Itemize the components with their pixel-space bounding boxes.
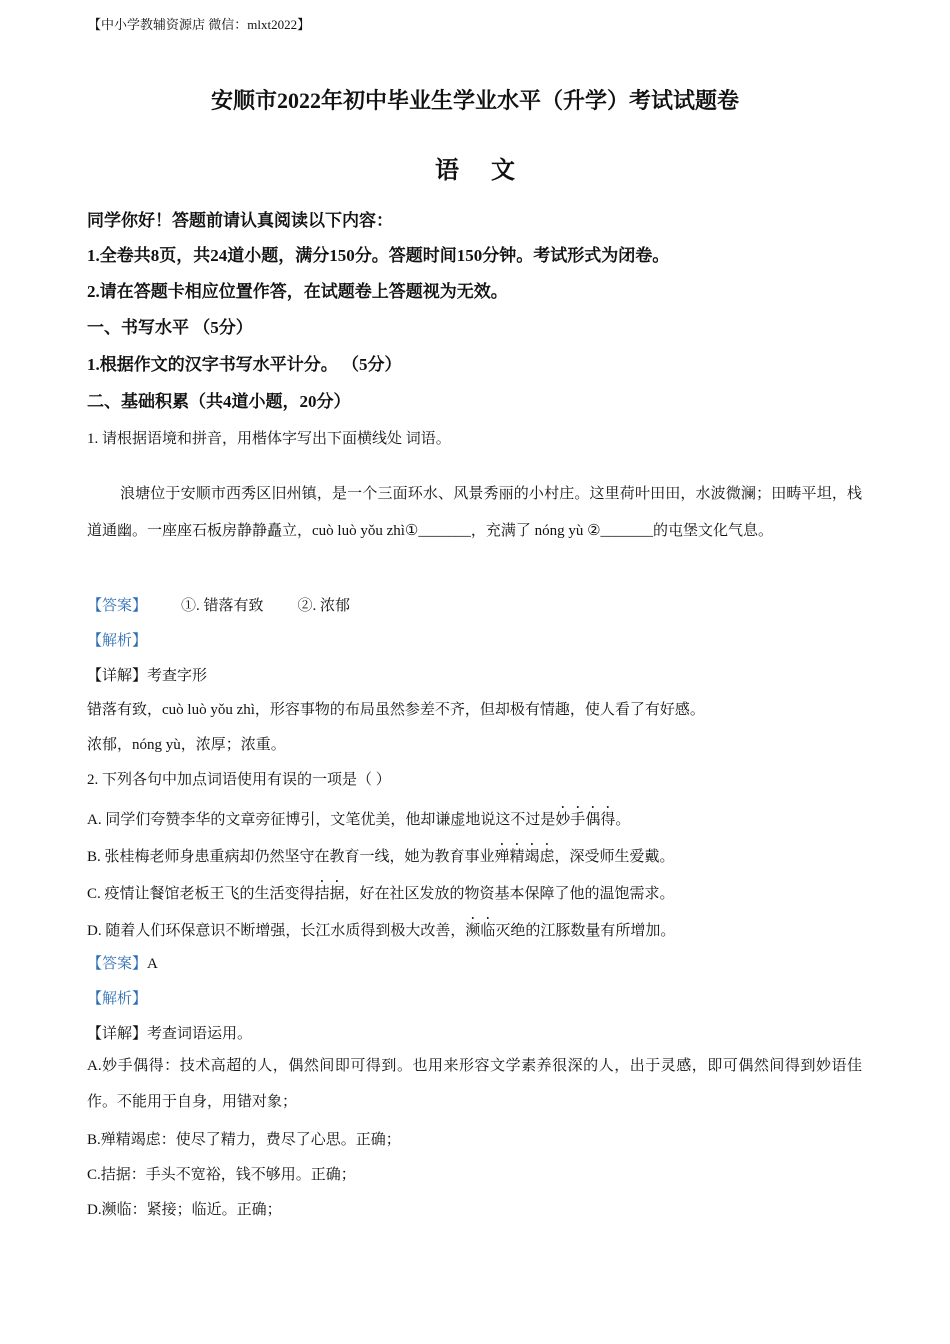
option-d-tail: 灭绝的江豚数量有所增加。 [495,923,676,939]
option-b-dotted-word: 殚精竭虑 [494,849,555,865]
option-d-text: D. 随着人们环保意识不断增强，长江水质得到极大改善， [87,923,466,939]
q2-answer-row [87,952,158,973]
detail-text: 考查词语运用。 [147,1026,253,1042]
q1-answer-2: ②. 浓郁 [297,598,351,614]
detail-label: 【详解】 [87,1026,148,1042]
q2-analysis-label: 【解析】 [87,991,148,1007]
q2-answer: A [147,956,158,972]
instruction-item-1: 1.全卷共8页，共24道小题，满分150分。答题时间150分钟。考试形式为闭卷。 [87,246,670,265]
q1-stem: 1. 请根据语境和拼音，用楷体字写出下面横线处 词语。 [87,431,451,447]
q1-answer-row [87,594,350,615]
option-d-dotted-word: 濒临 [465,923,496,939]
q2-detail [87,1022,252,1043]
q2-explanation-c: C.拮据：手头不宽裕，钱不够用。正确； [87,1167,356,1183]
q1-passage: 浪塘位于安顺市西秀区旧州镇，是一个三面环水、风景秀丽的小村庄。这里荷叶田田，水波微澜；田畴平坦，栈道通幽。一座座石板房静静矗立，cuò luò yǒu zhì①_______，充满了 nóng yù ②_______的屯堡文化气息。 [87,486,862,539]
answer-label: 【答案】 [87,598,148,614]
option-b-tail: ，深受师生爱戴。 [554,849,675,865]
q2-stem: 2. 下列各句中加点词语使用有误的一项是（ ） [87,772,391,788]
q2-option-d [87,914,675,940]
option-c-text: C. 疫情让餐馆老板王飞的生活变得 [87,886,315,902]
option-a-tail: 。 [615,812,631,828]
section2-heading: 二、基础积累（共4道小题，20分） [87,392,351,411]
page-title: 安顺市2022年初中毕业生学业水平（升学）考试试题卷 [210,88,739,113]
watermark-header: 【中小学教辅资源店 微信：mlxt2022】 [88,17,311,32]
answer-label: 【答案】 [87,956,148,972]
subject-title: 语文 [435,158,547,184]
detail-label: 【详解】 [87,668,148,684]
q1-detail [87,664,207,685]
option-a-dotted-word: 妙手偶得 [555,812,616,828]
q2-explanation-b: B.殚精竭虑：使尽了精力，费尽了心思。正确； [87,1132,401,1148]
q2-explanation-d: D.濒临：紧接；临近。正确； [87,1202,282,1218]
q2-option-c [87,877,675,903]
q1-explanation-1: 错落有致，cuò luò yǒu zhì，形容事物的布局虽然参差不齐，但却极有情趣，使人看了有好感。 [87,702,705,718]
q1-explanation-2: 浓郁，nóng yù，浓厚；浓重。 [87,737,286,753]
q2-option-b [87,840,675,866]
q2-explanation-a: A.妙手偶得：技术高超的人，偶然间即可得到。也用来形容文学素养很深的人，出于灵感，即可偶然间得到妙语佳作。不能用于自身，用错对象； [87,1058,862,1110]
section1-heading: 一、书写水平 （5分） [87,318,253,337]
option-a-text: A. 同学们夸赞李华的文章旁征博引，文笔优美，他却谦虚地说这不过是 [87,812,556,828]
q1-analysis-label: 【解析】 [87,633,148,649]
option-b-text: B. 张桂梅老师身患重病却仍然坚守在教育一线，她为教育事业 [87,849,495,865]
q1-answer-1: ①. 错落有致 [181,598,264,614]
section1-q1: 1.根据作文的汉字书写水平计分。 （5分） [87,355,402,374]
detail-text: 考查字形 [147,668,208,684]
option-c-tail: ，好在社区发放的物资基本保障了他的温饱需求。 [344,886,675,902]
instruction-item-2: 2.请在答题卡相应位置作答，在试题卷上答题视为无效。 [87,282,508,301]
option-c-dotted-word: 拮据 [314,886,345,902]
instructions-greeting: 同学你好！答题前请认真阅读以下内容： [87,211,393,230]
q2-option-a [87,803,630,829]
